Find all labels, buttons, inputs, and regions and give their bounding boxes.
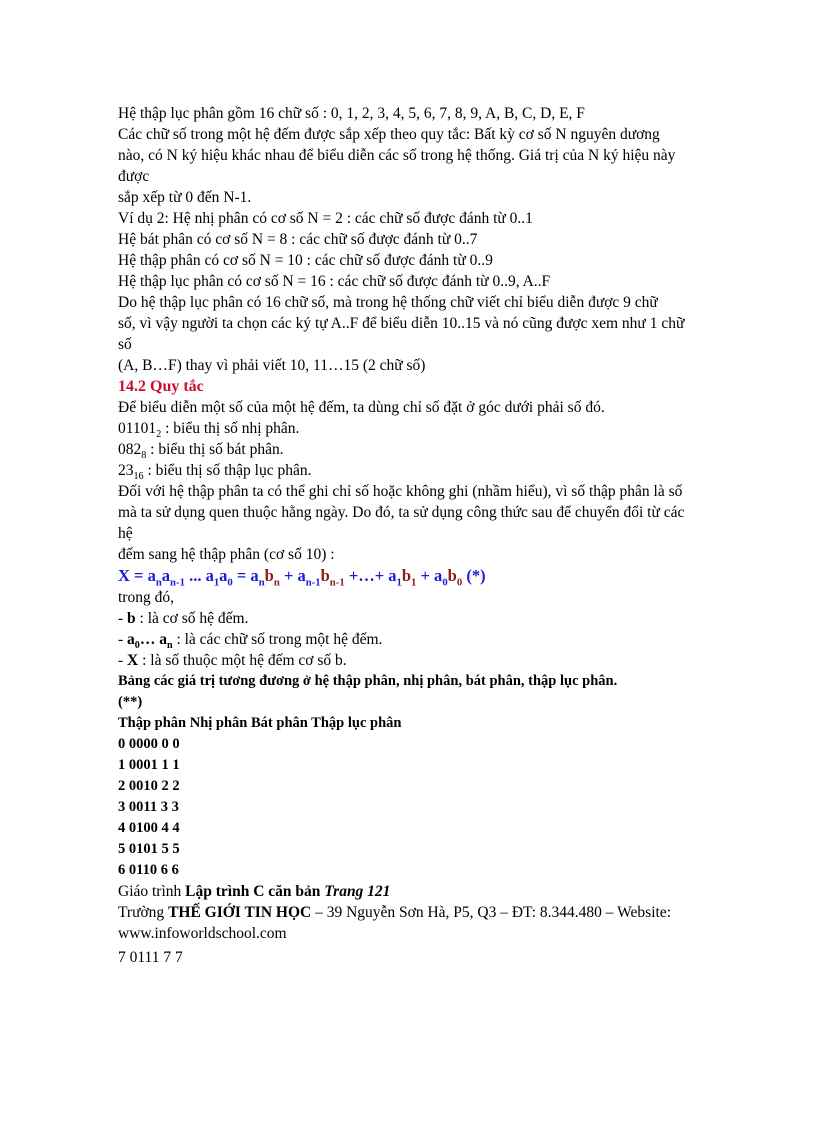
text-line: Hệ thập lục phân có cơ số N = 16 : các chữ số được đánh từ 0..9, A..F xyxy=(118,273,551,290)
text-line: Hệ bát phân có cơ số N = 8 : các chữ số được đánh từ 0..7 xyxy=(118,231,478,248)
text-line: đếm sang hệ thập phân (cơ số 10) : xyxy=(118,546,335,563)
text-line: số, vì vậy người ta chọn các ký tự A..F để biểu diễn 10..15 và nó cũng được xem như 1 chữ số xyxy=(118,315,685,353)
table-row: 0 0000 0 0 xyxy=(118,736,180,752)
text-line: (A, B…F) thay vì phải viết 10, 11…15 (2 chữ số) xyxy=(118,357,426,374)
text-line: sắp xếp từ 0 đến N-1. xyxy=(118,189,252,206)
text-line: Hệ thập lục phân gồm 16 chữ số : 0, 1, 2, 3, 4, 5, 6, 7, 8, 9, A, B, C, D, E, F xyxy=(118,105,585,122)
definition-x: - X : là số thuộc một hệ đếm cơ số b. xyxy=(118,652,347,669)
text-line: Các chữ số trong một hệ đếm được sắp xếp theo quy tắc: Bất kỳ cơ số N nguyên dương xyxy=(118,126,660,143)
section-heading: 14.2 Quy tắc xyxy=(118,378,204,395)
table-caption-mark: (**) xyxy=(118,694,143,710)
table-header: Thập phân Nhị phân Bát phân Thập lục phân xyxy=(118,715,402,731)
example-octal: $082_8$ : biểu thị số bát phân. xyxy=(118,441,284,462)
definition-b: - b : là cơ số hệ đếm. xyxy=(118,610,249,627)
table-row: 1 0001 1 1 xyxy=(118,757,180,773)
text-line: trong đó, xyxy=(118,589,174,606)
table-row: 7 0111 7 7 xyxy=(118,949,183,966)
text-line: nào, có N ký hiệu khác nhau để biểu diễn các số trong hệ thống. Giá trị của N ký hiệu này được xyxy=(118,147,676,185)
text-line: Đối với hệ thập phân ta có thể ghi chỉ số hoặc không ghi (nhầm hiểu), vì số thập phân là số xyxy=(118,483,683,500)
text-line: Để biểu diễn một số của một hệ đếm, ta dùng chỉ số đặt ở góc dưới phải số đó. xyxy=(118,399,605,416)
text-line: Hệ thập phân có cơ số N = 10 : các chữ số được đánh từ 0..9 xyxy=(118,252,493,269)
table-row: 3 0011 3 3 xyxy=(118,799,179,815)
footer-website: www.infoworldschool.com xyxy=(118,925,287,942)
definition-a: - $a_0\dots$ $a_n$ : là các chữ số trong một hệ đếm. xyxy=(118,631,383,652)
text-line: Ví dụ 2: Hệ nhị phân có cơ số N = 2 : các chữ số được đánh từ 0..1 xyxy=(118,210,533,227)
table-row: 2 0010 2 2 xyxy=(118,778,180,794)
footer-school: Trường THẾ GIỚI TIN HỌC – 39 Nguyễn Sơn Hà, P5, Q3 – ĐT: 8.344.480 – Website: xyxy=(118,904,671,921)
table-row: 6 0110 6 6 xyxy=(118,862,179,878)
footer-book: Giáo trình Lập trình C căn bản Trang 121 xyxy=(118,883,391,900)
page-content xyxy=(118,103,698,968)
conversion-formula: $X = a_na_{n-1}$ ... $a_1a_0 = a_nb_n + a_{n-1}b_{n-1}$ +…+ $a_1b_1 + a_0b_0$ (*) xyxy=(118,566,486,589)
example-hex: $23_{16}$ : biểu thị số thập lục phân. xyxy=(118,462,312,483)
table-caption: Bảng các giá trị tương đương ở hệ thập phân, nhị phân, bát phân, thập lục phân. xyxy=(118,673,618,689)
table-row: 4 0100 4 4 xyxy=(118,820,180,836)
text-line: Do hệ thập lục phân có 16 chữ số, mà trong hệ thống chữ viết chỉ biểu diễn được 9 chữ xyxy=(118,294,658,311)
text-line: mà ta sử dụng quen thuộc hằng ngày. Do đó, ta sử dụng công thức sau để chuyển đổi từ các hệ xyxy=(118,504,685,542)
table-row: 5 0101 5 5 xyxy=(118,841,180,857)
example-binary: $01101_2$ : biểu thị số nhị phân. xyxy=(118,420,300,441)
